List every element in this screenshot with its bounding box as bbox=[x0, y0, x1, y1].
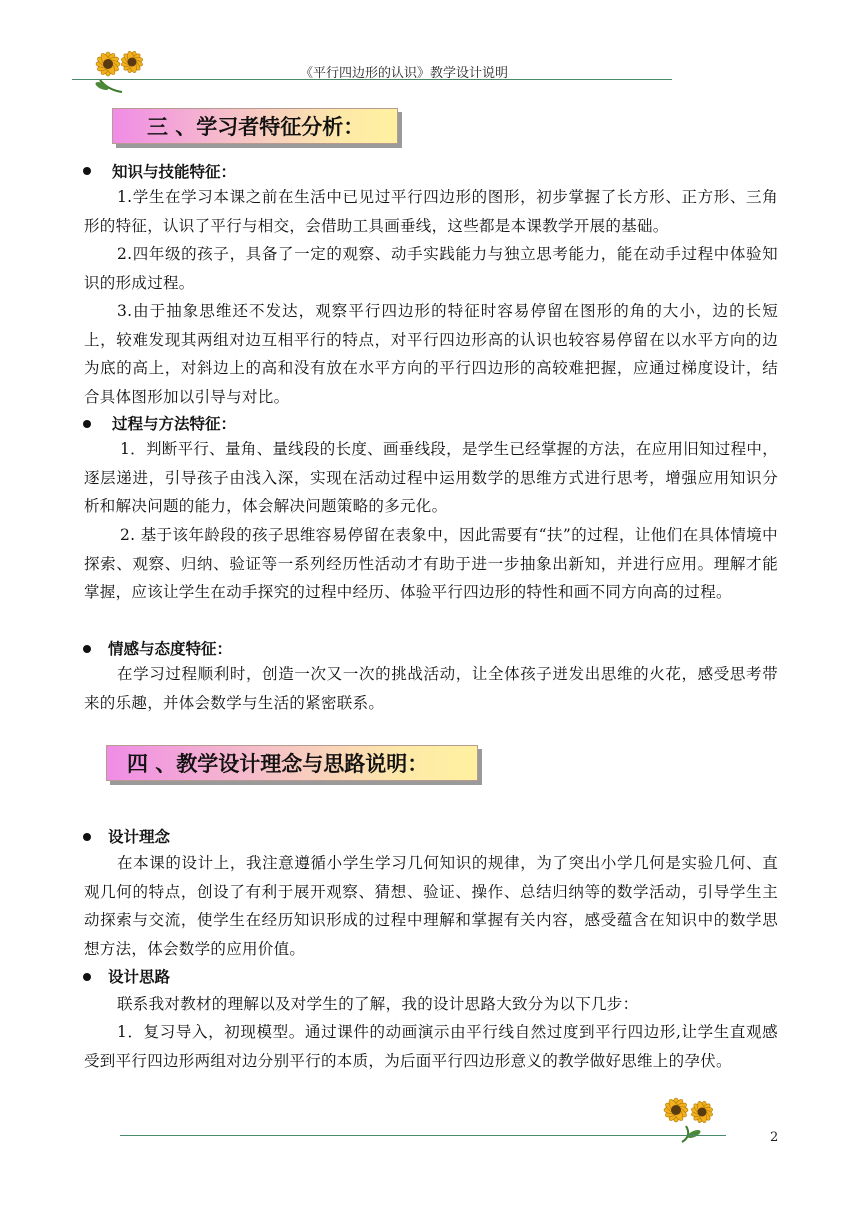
bullet-icon bbox=[83, 167, 91, 175]
bullet-icon bbox=[83, 833, 91, 841]
concept-heading: 设计理念 bbox=[108, 828, 171, 846]
page-number: 2 bbox=[770, 1130, 779, 1145]
idea-paragraph-2: 1．复习导入，初现模型。通过课件的动画演示由平行线自然过度到平行四边形,让学生直观感受到平行四边形两组对边分别平行的本质，为后面平行四边形意义的教学做好思维上的孕伏。 bbox=[84, 1023, 778, 1070]
knowledge-paragraph-1: 1.学生在学习本课之前在生活中已见过平行四边形的图形，初步掌握了长方形、正方形、三角形的特征，认识了平行与相交，会借助工具画垂线，这些都是本课教学开展的基础。 bbox=[84, 188, 778, 235]
process-paragraph-1: 1．判断平行、量角、量线段的长度、画垂线段，是学生已经掌握的方法，在应用旧知过程中，逐层递进，引导孩子由浅入深，实现在活动过程中运用数学的思维方式进行思考，增强应用知识分析和解决问题的能力，体会解决问题策略的多元化。 bbox=[84, 440, 778, 515]
concept-paragraph-1: 在本课的设计上，我注意遵循小学生学习几何知识的规律，为了突出小学几何是实验几何、直观几何的特点，创设了有利于展开观察、猜想、验证、操作、总结归纳等的数学活动，引导学生主动探索与交流，使学生在经历知识形成的过程中理解和掌握有关内容，感受蕴含在知识中的数学思想方法，体会数学的应用价值。 bbox=[84, 854, 778, 958]
idea-heading: 设计思路 bbox=[108, 968, 171, 986]
emotion-paragraph-1: 在学习过程顺利时，创造一次又一次的挑战活动，让全体孩子迸发出思维的火花，感受思考带来的乐趣，并体会数学与生活的紧密联系。 bbox=[84, 665, 778, 712]
section-4-title: 四 、教学设计理念与思路说明： bbox=[127, 752, 429, 776]
process-heading: 过程与方法特征： bbox=[112, 415, 237, 433]
knowledge-heading: 知识与技能特征： bbox=[112, 163, 237, 181]
bullet-icon bbox=[83, 973, 91, 981]
section-3-banner bbox=[112, 108, 398, 144]
process-paragraph-2: 2. 基于该年龄段的孩子思维容易停留在表象中，因此需要有“扶”的过程，让他们在具体情境中探索、观察、归纳、验证等一系列经历性活动才有助于进一步抽象出新知，并进行应用。理解才能掌握，应该让学生在动手探究的过程中经历、体验平行四边形的特性和画不同方向高的过程。 bbox=[84, 526, 778, 601]
bullet-icon bbox=[83, 420, 91, 428]
idea-paragraph-1: 联系我对教材的理解以及对学生的了解，我的设计思路大致分为以下几步： bbox=[117, 995, 639, 1013]
page-header-title: 《平行四边形的认识》教学设计说明 bbox=[300, 66, 509, 81]
knowledge-paragraph-2: 2.四年级的孩子，具备了一定的观察、动手实践能力与独立思考能力，能在动手过程中体验知识的形成过程。 bbox=[84, 245, 778, 292]
footer-rule bbox=[120, 1135, 726, 1136]
knowledge-paragraph-3: 3.由于抽象思维还不发达，观察平行四边形的特征时容易停留在图形的角的大小，边的长短上，较难发现其两组对边互相平行的特点，对平行四边形高的认识也较容易停留在以水平方向的边为底的高上，对斜边上的高和没有放在水平方向的平行四边形的高较难把握，应通过梯度设计，结合具体图形加以引导与对比。 bbox=[84, 302, 778, 406]
emotion-heading: 情感与态度特征： bbox=[108, 640, 233, 658]
section-4-banner bbox=[106, 745, 478, 781]
section-3-title: 三 、学习者特征分析： bbox=[147, 115, 365, 139]
header-rule bbox=[72, 79, 672, 80]
sunflower-decoration-icon bbox=[86, 40, 154, 96]
bullet-icon bbox=[83, 645, 91, 653]
